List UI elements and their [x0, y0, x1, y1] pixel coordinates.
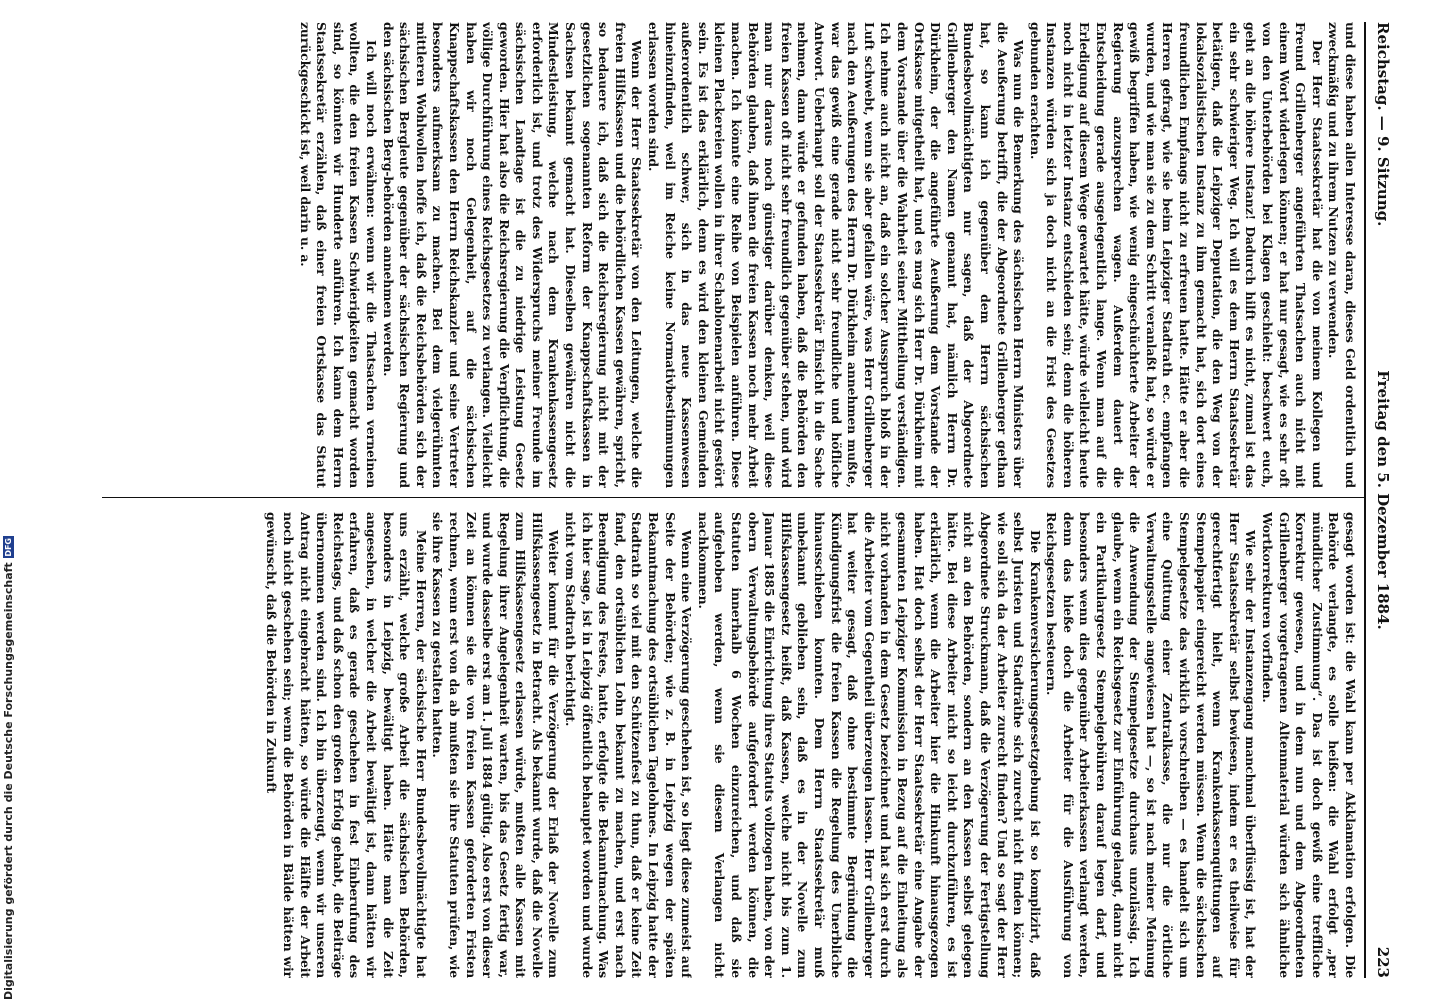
right-column-paragraph: Wenn eine Verzögerung geschehen ist, so liegt diese zumeist auf Seite der Behörden; wie z. B. in Leipzig wegen der späten Bekanntmachung des ortsüblichen Tagelohnes. In Leipzig hatte der Stadtrath so viel mit den Schützenfest zu thun, daß er keine Zeit fand, den ortsüblichen Lohn bekannt zu machen, und erst nach Beendigung des Festes, hatte, erfolgte die Bekanntmachung. Was ich hier sage, ist in Leipzig öffentlich behauptet worden und wurde nicht vom Stadtrath berichtigt. [563, 512, 695, 978]
header-rule [1364, 22, 1366, 978]
left-column-paragraph: Ich will noch erwähnen: wenn wir die Thatsachen verneinen wollten, die den freien Kassen Schwierigkeiten gemacht worden sind, so könnten wir Hunderte anführen. Ich kann dem Herrn Staatssekretär erzählen, daß einer freien Ortskasse das Statut zurückgeschickt ist, weil darin u. a. [297, 22, 379, 488]
digitization-credit-text: Digitalisierung gefördert durch die Deutsche Forschungsgemeinschaft [2, 562, 15, 1000]
text-column-right [102, 512, 1358, 978]
right-column-paragraph: Die Krankenversicherungsgesetzgebung ist so komplizirt, daß selbst Juristen und Stadträthe sich zurecht nicht finden können; wie soll sich da der Arbeiter zurecht finden? Und so sagt der Herr Abgeordnete Struckmann, daß die Verzögerung der Fertigstellung nicht an den Behörden, sondern an den Kassen selbst gelegen hätte. Bei diese Arbeiter nicht so leicht durchzuführen, es ist erklärlich, wenn die Arbeiter hier die Hinkunft hinausgezogen haben. Hat doch selbst der Herr Staatssekretär eine Angabe der gesammten Leipziger Kommission in Bezug auf die Einleitung als nicht vorhanden in dem Gesetz bezeichnet und hat sich erst durch die Arbeiter vom Gegentheil überzeugen lassen. Herr Grillenberger hat weiter gesagt, daß ohne bestimmte Begründung die Kündigungsfrist die freien Kassen die Regelung des Unerbliche hinausschieben konnten. Dem Herrn Staatssekretär muß unbekannt geblieben sein, daß es in der Novelle zum Hilfskassengesetz heißt, daß Kassen, welche nicht bis zum 1. Januar 1885 die Einrichtung ihres Statuts vollzogen haben, von der obern Verwaltungsbehörde aufgefordert werden können, die Statuten innerhalb 6 Wochen einzureichen, und daß sie aufgehoben werden, wenn sie diesem Verlangen nicht nachkommen. [695, 512, 1043, 978]
column-divider [102, 497, 1364, 498]
right-column-paragraph: Meine Herren, der sächsische Herr Bundesbevollmächtigte hat uns erzählt, welche große Arbeit die sächsischen Behörden, besonders in Leipzig, bewältigt haben. Hätte man die Zeit angesehen, in welcher die Arbeit bewältigt ist, dann hätten wir erfahren, daß es gerade geschehen in fest Einberufung des Reichstags, und daß schon den großen Erfolg gehabt, die Beiträge übernommen werden sind. Ich bin überzeugt, wenn wir unseren Antrag nicht eingebracht hätten, so würde die Hälfte der Arbeit noch nicht geschehen sein; wenn die Behörden in Bälde hätten wir gewünscht, daß die Behörden in Zukunft [264, 512, 429, 978]
dfg-logo: DFG [4, 538, 13, 557]
header-page-number: 223 [1374, 946, 1392, 978]
left-column-paragraph: Wenn der Herr Staatssekretär von den Leitungen, welche die freien Hilfskassen und die behördlichen Kassen gewähren, spricht, so bedauere ich, daß sich die Reichsregierung nicht mit der gesetzlichen sogenannten Reform der Knappschaftskassen in Sachsen bekannt gemacht hat. Dieselben gewähren nicht die Mindestleistung, welche nach dem Krankenkassengesetz erforderlich ist, und trotz des Widerspruchs meiner Freunde im sächsischen Landtage ist die zu niedrige Leistung Gesetz geworden. Hier hat also die Reichsregierung die Verpflichtung, die völlige Durchführung eines Reichsgesetzes zu verlangen. Vielleicht haben wir noch Gelegenheit, auf die sächsischen Knappschaftskassen den Herrn Reichskanzler und seine Vertreter besonders aufmerksam zu machen. Bei dem vielgerühmten mittleren Wohlwollen hoffe ich, daß die Reichsbehörden sich der sächsischen Bergleute gegenüber der sächsischen Regierung und den sächsischen Berg-behörden annehmen werden. [380, 22, 645, 488]
left-column-paragraph: und diese haben allen Interesse daran, dieses Geld ordentlich und zweckmäßig und zu ihrem Nutzen zu verwenden. [1326, 22, 1358, 488]
header-session: Reichstag. — 9. Sitzung. [1374, 22, 1392, 227]
right-column-paragraph: gesagt worden ist: die Wahl kann per Akklamation erfolgen. Die Behörde verlangte, es solle heißen: die Wahl erfolgt „per mündlicher Zustimmung“. Das ist doch gewiß eine treffliche Korrektur gewesen, und in dem nun und dem Abgeordneten Grillenberger vorgetragenen Altenmaterial würden sich ähnliche Wortkorrekturen vorfinden. [1260, 512, 1358, 978]
right-column-paragraph: Weiter kommt für die Verzögerung der Erlaß der Novelle zum Hilfskassengesetz in Betracht. Als bekannt wurde, daß die Novelle zum Hilfskassengesetz erlassen würde, mußten alle Kassen mit Regelung ihrer Angelegenheit warten, bis das Gesetz fertig war, und wurde dasselbe erst am 1. Juli 1884 gültig. Also erst von dieser Zeit an können sie die von freien Kassen geforderten Fristen rechnen, wenn erst von da ab mußten sie ihre Statuten prüfen, wie sie ihre Kassen zu gestalten hatten. [430, 512, 562, 978]
header-date: Freitag den 5. Dezember 1884. [1374, 370, 1392, 630]
text-column-left [102, 22, 1358, 488]
newspaper-page [68, 0, 1420, 1000]
left-column-paragraph: Der Herr Staatssekretär hat die von meinem Kollegen und Freund Grillenberger angeführten Thatsachen auch nicht mit einem Wort widerlegen können; er hat nur gesagt, wie es sehr oft von den Unterbehörden bei Klagen geschieht: beschwert euch, geht an die höhere Instanz! Dadurch hilft es nicht, zumal ist das ein sehr schwieriger Weg. Ich will es dem Herrn Staatssekretär betätigen, daß die Leipziger Deputation, die den Weg von der lokalsozialistischen Instanz zu ihm gemacht hat, sich dort eines freundlichen Empfangs nicht zu erfreuen hatte. Hätte er aber die Herren gefragt, wie sie beim Leipziger Stadtrath ec. empfangen wurden, und wie man sie zu dem Schritt veranlaßt hat, so würde er gewiß begriffen haben, wie wenig eingeschüchterte Arbeiter der Regierung anzusprechen wagen. Außerdem dauert die Entscheidung gerade ausgelegentlich lange. Wenn man auf die Erledigung auf diesem Wege gewartet hätte, würde vielleicht heute noch nicht in letzter Instanz entschieden sein; denn die höheren Instanzen würden sich ja doch nicht an die Frist des Gesetzes gebunden erachten. [1027, 22, 1325, 488]
right-column-paragraph: Wie sehr der Instanzengang manchmal überflüssig ist, hat der Herr Staatssekretär selbst bewiesen, indem er es theilweise für gerechtfertigt hielt, wenn Krankenkassenquittungen auf Stempelpapier eingereicht werden müssen. Wenn die sächsischen Stempelgesetze das wirklich vorschreiben — es handelt sich um eine Quittung einer Zentralkasse, die nur die örtliche Verwaltungsstelle angewiesen hat —, so ist nach meiner Meinung die Anwendung der Stempelgesetze durchaus unzulässig. Ich glaube, wenn ein Reichsgesetz zur Einführung gelangt, dann nicht ein Partikulargesetz Stempelgebühren darauf legen darf, und besonders wenn dies gegenüber Arbeiterkassen verlangt werden, denn das hieße doch die Arbeiter für die Ausführung von Reichsgesetzen besteuern. [1044, 512, 1259, 978]
left-column-paragraph: Was nun die Bemerkung des sächsischen Herrn Ministers über die Aeußerung betrifft, die der Abgeordnete Grillenberger gethan hat, so kann ich gegenüber dem Herrn sächsischen Bundesbevollmächtigten nur sagen, daß der Abgeordnete Grillenberger den Namen genannt hat, nämlich Herrn Dr. Dürkheim, der die angeführte Aeußerung dem Vorstande der Ortskasse mitgetheilt hat, und es mag sich Herr Dr. Dürkheim mit dem Vorstande über die Wahrheit seiner Mittheilung verständigen. Ich nehme auch nicht an, daß ein solcher Ausspruch bloß in der Luft schwebt, wenn sie aber gefallen wäre, was Herr Grillenberger nach den Aeußerungen des Herrn Dr. Dürkheim annehmen mußte, war das gewiß eine gerade nicht sehr freundliche und höfliche Antwort. Ueberhaupt soll der Staatssekretär Einsicht in die Sache nehmen, dann würde er gefunden haben, daß die Behörden den freien Kassen oft nicht sehr freundlich gegenüber stehen, und wird man nur daraus noch günstiger darüber denken, weil diese Behörden glauben, daß ihnen die freien Kassen noch mehr Arbeit machen. Ich könnte eine Reihe von Beispielen anführen. Diese kleinen Plackereien wollen in ihrer Schablonenarbeit nicht gestört sein. Es ist das erklärlich, denn es wird den kleinen Gemeinden außerordentlich schwer, sich in das neue Kassenwesen hineinzufinden, weil im Reiche keine Normativbestimmungen erlassen worden sind. [646, 22, 1027, 488]
digitization-credit [2, 536, 15, 1000]
page-header [1370, 22, 1392, 978]
